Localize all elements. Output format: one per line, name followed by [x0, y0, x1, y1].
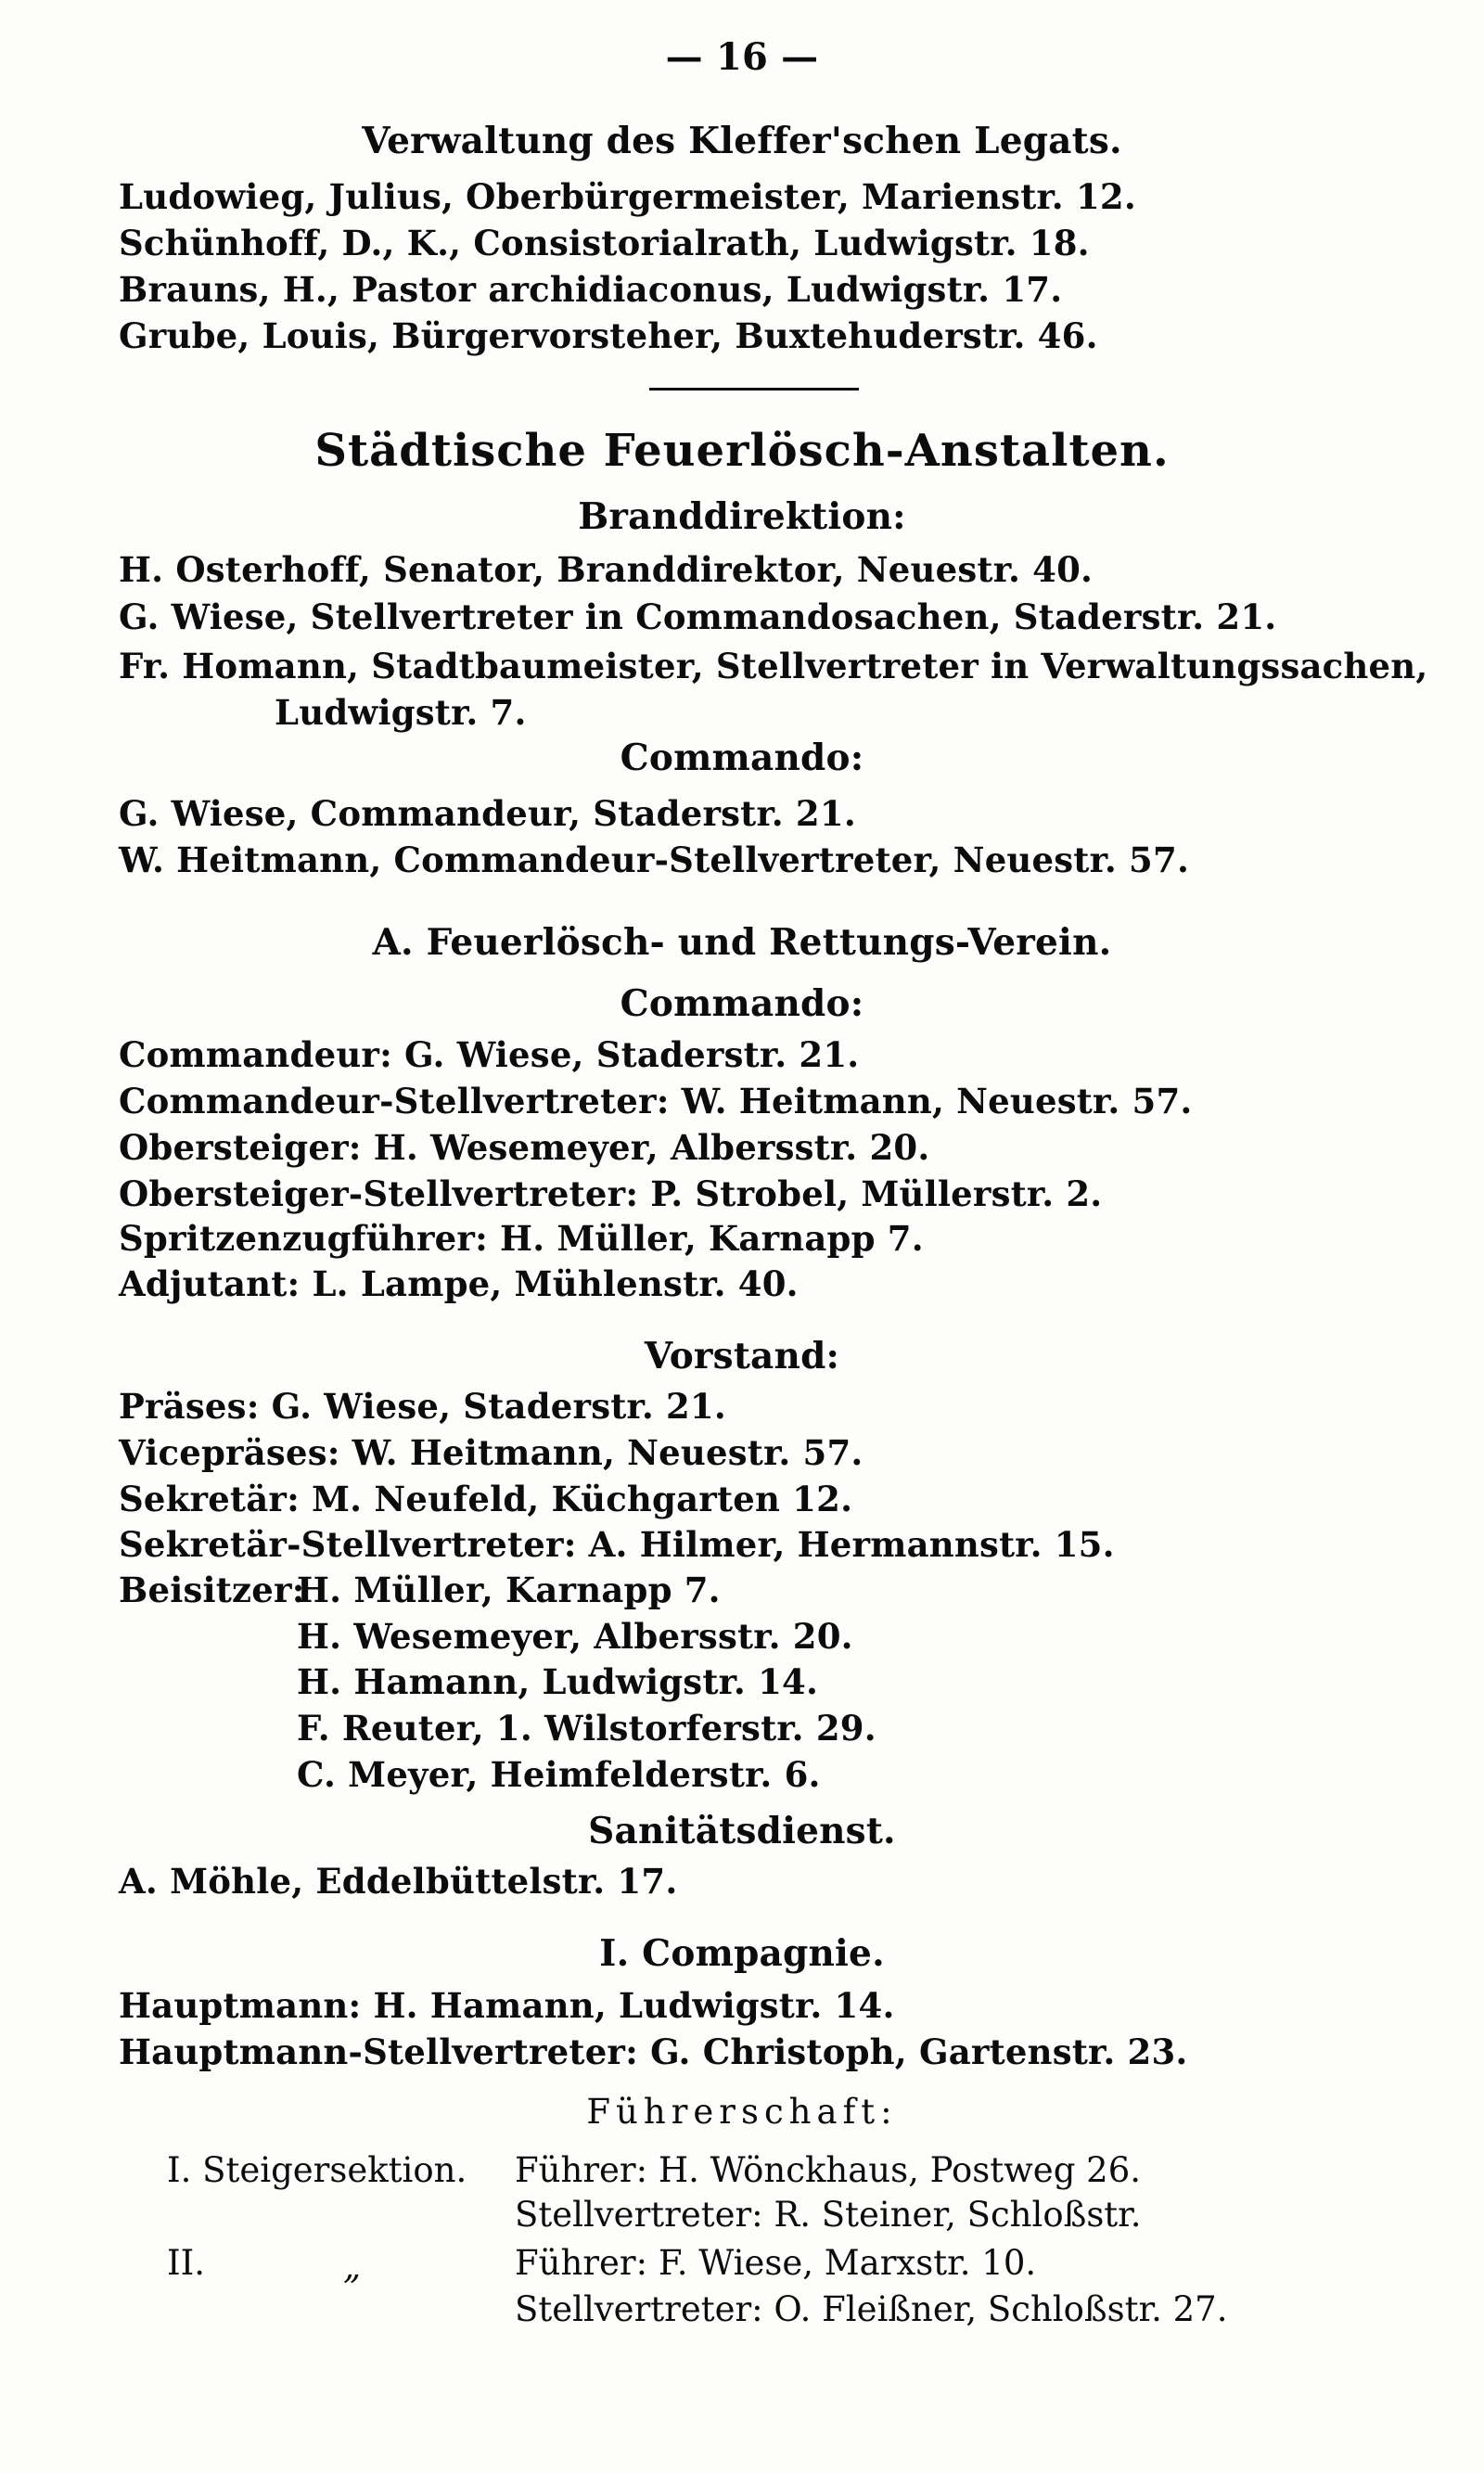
- text-line: Commandeur: G. Wiese, Staderstr. 21.: [119, 1034, 860, 1075]
- beisitzer-label: Beisitzer:: [119, 1570, 305, 1610]
- text-line: Sekretär-Stellvertreter: A. Hilmer, Hermannstr. 15.: [119, 1524, 1115, 1565]
- text-line: G. Wiese, Stellvertreter in Commandosachen, Staderstr. 21.: [119, 596, 1277, 637]
- subheading-fuehrerschaft: Führerschaft:: [586, 2092, 898, 2132]
- row-text: Führer: H. Wönckhaus, Postweg 26.: [515, 2150, 1141, 2190]
- text-line: Ludowieg, Julius, Oberbürgermeister, Marienstr. 12.: [119, 176, 1136, 217]
- text-line: Hauptmann: H. Hamann, Ludwigstr. 14.: [119, 1985, 895, 2026]
- row-label: II.: [167, 2243, 205, 2283]
- row-text: Stellvertreter: O. Fleißner, Schloßstr. 27.: [515, 2289, 1228, 2329]
- ditto-mark: „: [343, 2247, 362, 2287]
- text-line: Obersteiger-Stellvertreter: P. Strobel, Müllerstr. 2.: [119, 1173, 1103, 1214]
- section-heading-legat: Verwaltung des Kleffer'schen Legats.: [362, 120, 1122, 162]
- subheading-compagnie: I. Compagnie.: [599, 1932, 885, 1975]
- subheading-vorstand: Vorstand:: [644, 1335, 840, 1377]
- row-text: Stellvertreter: R. Steiner, Schloßstr.: [515, 2195, 1142, 2235]
- text-line: Spritzenzugführer: H. Müller, Karnapp 7.: [119, 1218, 924, 1259]
- text-line: Präses: G. Wiese, Staderstr. 21.: [119, 1386, 726, 1427]
- text-line: Commandeur-Stellvertreter: W. Heitmann, Neuestr. 57.: [119, 1081, 1193, 1121]
- row-text: Führer: F. Wiese, Marxstr. 10.: [515, 2243, 1037, 2283]
- text-line: A. Möhle, Eddelbüttelstr. 17.: [119, 1861, 678, 1902]
- beisitzer-entry: H. Wesemeyer, Albersstr. 20.: [297, 1616, 853, 1657]
- divider-rule: [649, 388, 859, 391]
- section-title-feuerloesch: Städtische Feuerlösch-Anstalten.: [314, 425, 1170, 477]
- beisitzer-entry: H. Müller, Karnapp 7.: [297, 1570, 721, 1610]
- beisitzer-entry: F. Reuter, 1. Wilstorferstr. 29.: [297, 1708, 876, 1749]
- text-line: Brauns, H., Pastor archidiaconus, Ludwigstr. 17.: [119, 269, 1063, 310]
- subheading-commando: Commando:: [620, 737, 864, 779]
- text-line: Obersteiger: H. Wesemeyer, Albersstr. 20.: [119, 1127, 930, 1168]
- text-line: Grube, Louis, Bürgervorsteher, Buxtehuderstr. 46.: [119, 315, 1098, 356]
- page-number: — 16 —: [665, 35, 819, 79]
- text-line: Fr. Homann, Stadtbaumeister, Stellvertreter in Verwaltungssachen,: [119, 646, 1428, 686]
- section-title-verein: A. Feuerlösch- und Rettungs-Verein.: [372, 921, 1112, 964]
- text-line: H. Osterhoff, Senator, Branddirektor, Neuestr. 40.: [119, 549, 1094, 590]
- text-line: W. Heitmann, Commandeur-Stellvertreter, Neuestr. 57.: [119, 839, 1190, 880]
- text-line: Hauptmann-Stellvertreter: G. Christoph, Gartenstr. 23.: [119, 2031, 1188, 2072]
- text-line: Sekretär: M. Neufeld, Küchgarten 12.: [119, 1479, 853, 1519]
- text-line: Vicepräses: W. Heitmann, Neuestr. 57.: [119, 1432, 864, 1473]
- subheading-sanitaetsdienst: Sanitätsdienst.: [588, 1810, 896, 1852]
- subheading-commando-verein: Commando:: [620, 982, 864, 1025]
- subheading-branddirektion: Branddirektion:: [578, 495, 906, 538]
- text-line: G. Wiese, Commandeur, Staderstr. 21.: [119, 793, 856, 834]
- text-line: Schünhoff, D., K., Consistorialrath, Ludwigstr. 18.: [119, 223, 1090, 263]
- beisitzer-entry: H. Hamann, Ludwigstr. 14.: [297, 1661, 819, 1702]
- text-line-continuation: Ludwigstr. 7.: [275, 692, 527, 733]
- row-label: I. Steigersektion.: [167, 2150, 467, 2190]
- text-line: Adjutant: L. Lampe, Mühlenstr. 40.: [119, 1263, 799, 1304]
- beisitzer-entry: C. Meyer, Heimfelderstr. 6.: [297, 1754, 821, 1795]
